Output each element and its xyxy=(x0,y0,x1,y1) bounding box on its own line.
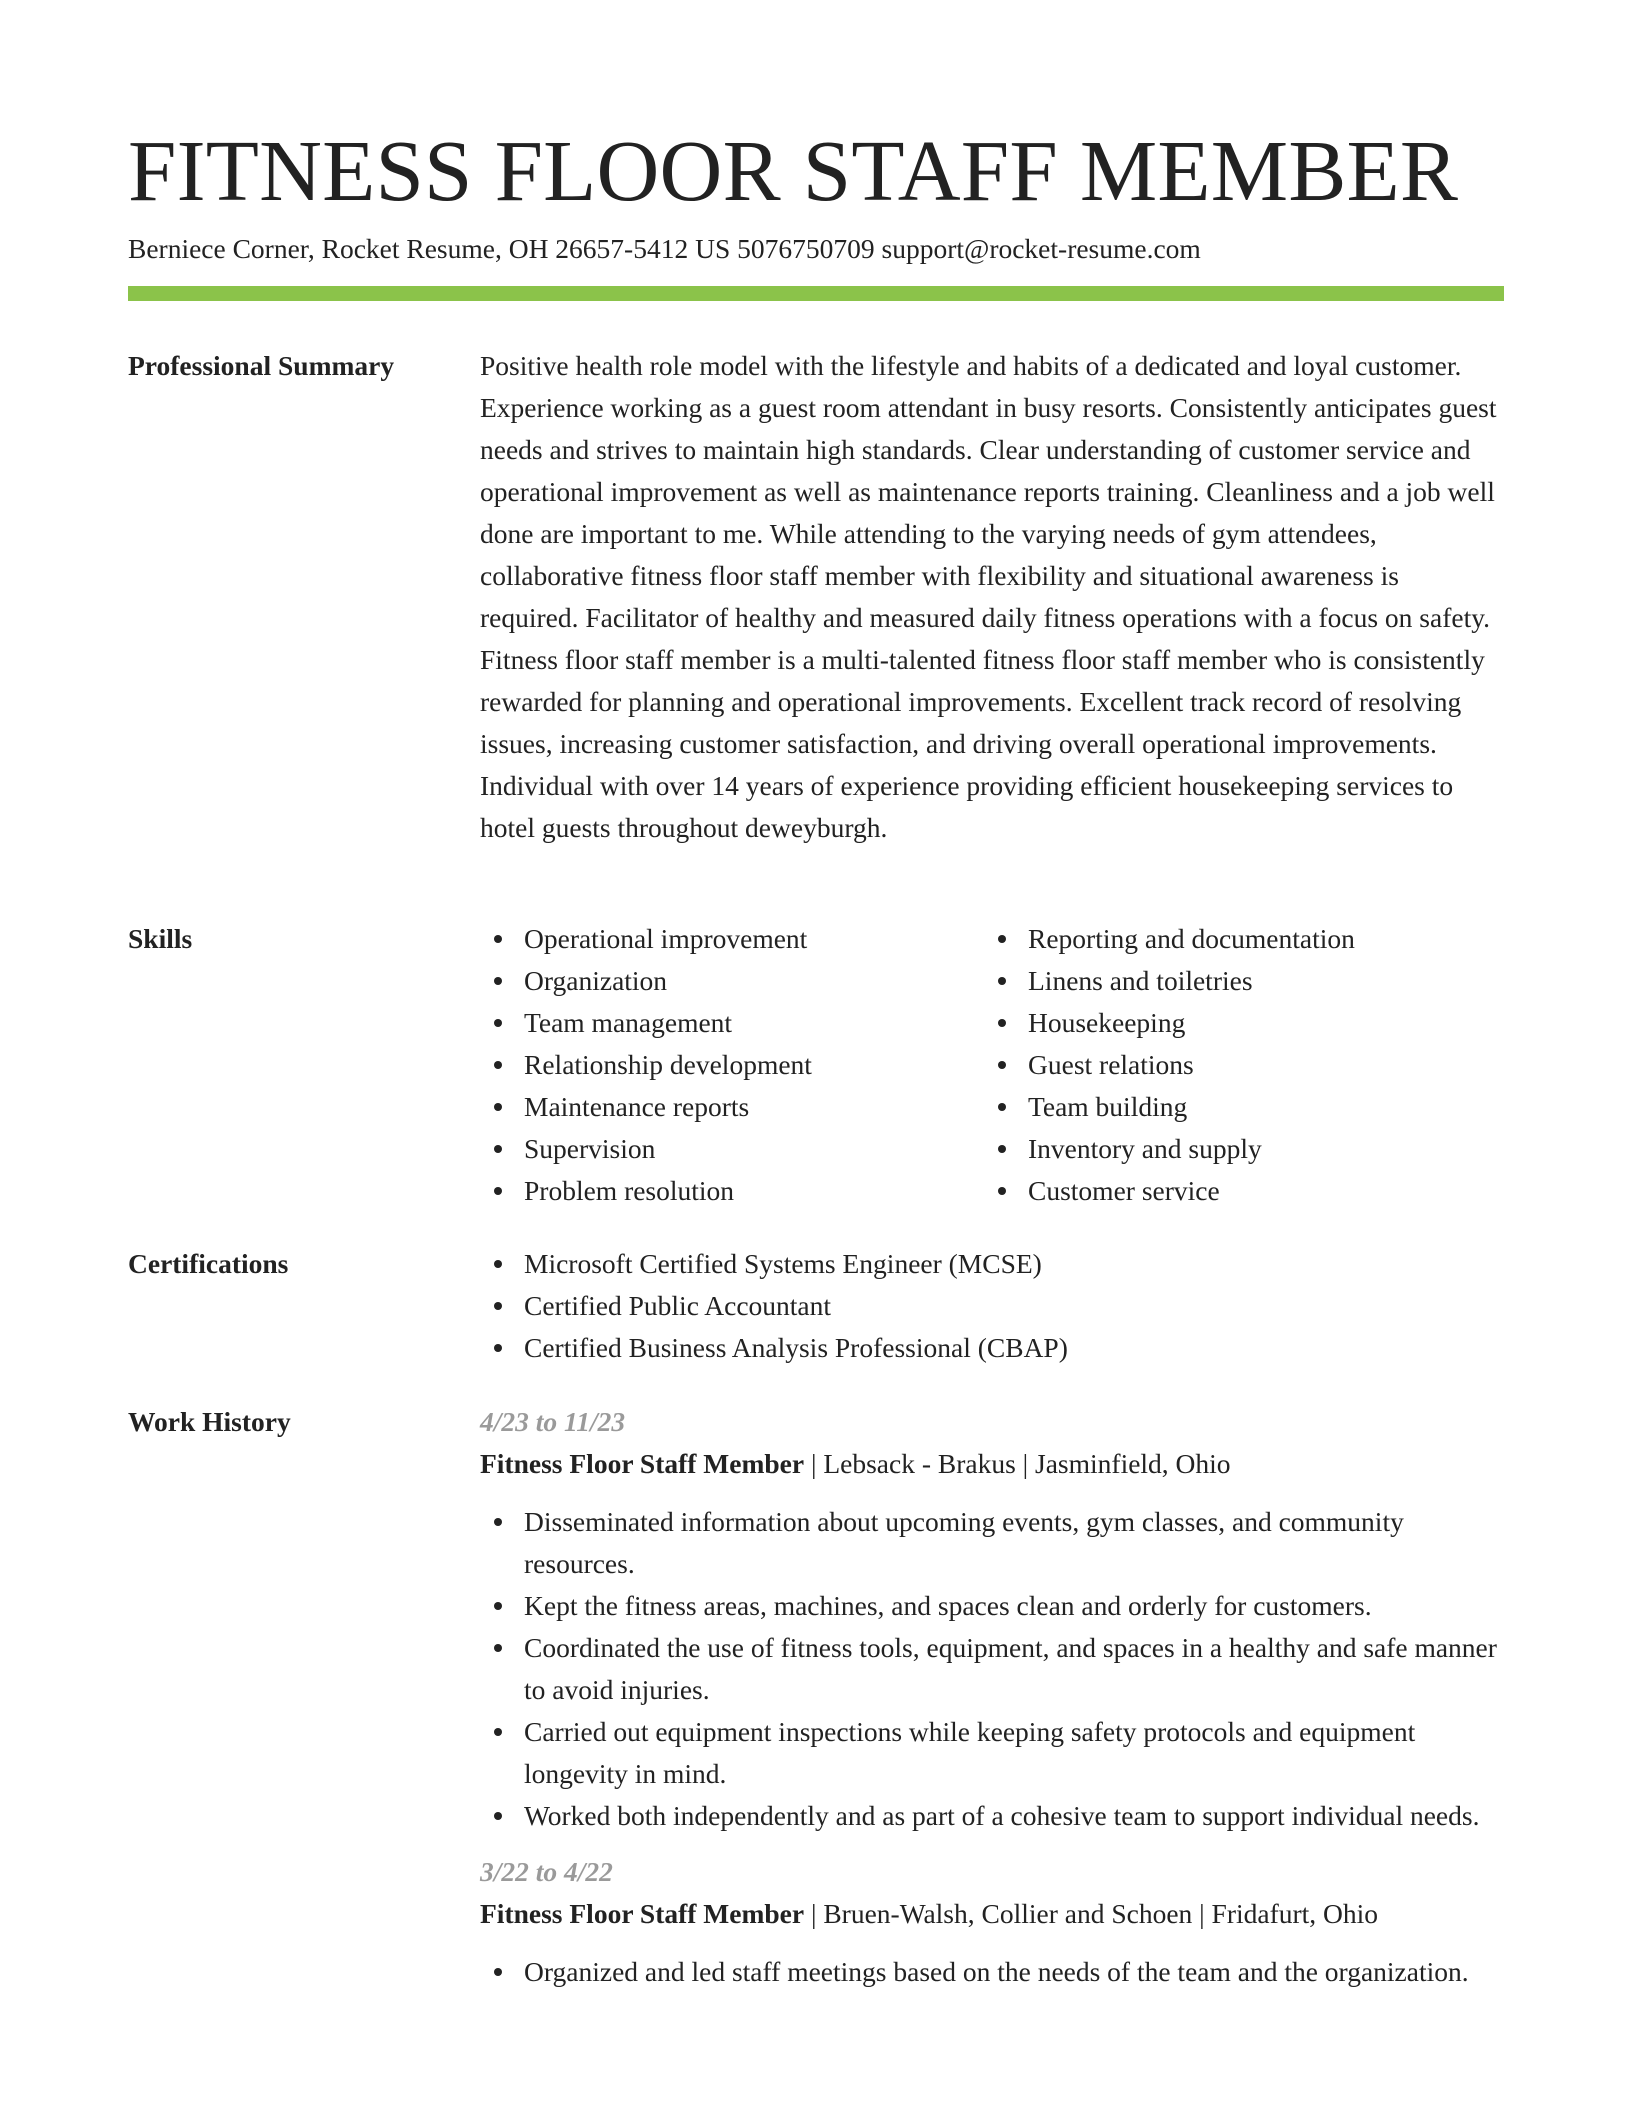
resume-title: FITNESS FLOOR STAFF MEMBER xyxy=(128,122,1459,219)
skill-item: Problem resolution xyxy=(480,1170,984,1212)
job-bullets xyxy=(480,1951,1504,1993)
job-header xyxy=(480,1443,1504,1485)
skill-item: Linens and toiletries xyxy=(984,960,1488,1002)
summary-heading: Professional Summary xyxy=(128,350,395,381)
job-bullet: Disseminated information about upcoming events, gym classes, and community resources. xyxy=(480,1501,1504,1585)
certification-item: Certified Business Analysis Professional (CBAP) xyxy=(480,1327,1504,1369)
skill-item: Relationship development xyxy=(480,1044,984,1086)
work-history-heading: Work History xyxy=(128,1406,291,1437)
job-entry xyxy=(480,1851,1504,1993)
certifications-body xyxy=(480,1243,1504,1369)
job-header xyxy=(480,1893,1504,1935)
certification-item: Microsoft Certified Systems Engineer (MCSE) xyxy=(480,1243,1504,1285)
job-title: Fitness Floor Staff Member xyxy=(480,1898,805,1929)
job-dates: 3/22 to 4/22 xyxy=(480,1856,613,1887)
skill-item: Team management xyxy=(480,1002,984,1044)
job-details: | Lebsack - Brakus | Jasminfield, Ohio xyxy=(804,1448,1231,1479)
certifications-heading: Certifications xyxy=(128,1248,289,1279)
job-dates: 4/23 to 11/23 xyxy=(480,1406,626,1437)
contact-line: Berniece Corner, Rocket Resume, OH 26657-5412 US 5076750709 support@rocket-resume.com xyxy=(128,233,1201,264)
skill-item: Operational improvement xyxy=(480,918,984,960)
job-bullet: Carried out equipment inspections while keeping safety protocols and equipment longevity in mind. xyxy=(480,1711,1504,1795)
skill-item: Customer service xyxy=(984,1170,1488,1212)
job-bullets xyxy=(480,1501,1504,1837)
skill-item: Team building xyxy=(984,1086,1488,1128)
header-divider xyxy=(128,286,1504,301)
skills-list-right xyxy=(984,918,1488,1212)
job-title: Fitness Floor Staff Member xyxy=(480,1448,805,1479)
skill-item: Supervision xyxy=(480,1128,984,1170)
certification-item: Certified Public Accountant xyxy=(480,1285,1504,1327)
summary-text: Positive health role model with the lifestyle and habits of a dedicated and loyal customer. Experience working as a guest room attendant in busy resorts. Consistently anticipates guest needs and strives to maintain high standards. Clear understanding of customer service and operational improvement as well as maintenance reports training. Cleanliness and a job well done are important to me. While attending to the varying needs of gym attendees, collaborative fitness floor staff member with flexibility and situational awareness is required. Facilitator of healthy and measured daily fitness operations with a focus on safety. Fitness floor staff member is a multi-talented fitness floor staff member who is consistently rewarded for planning and operational improvements. Excellent track record of resolving issues, increasing customer satisfaction, and driving overall operational improvements. Individual with over 14 years of experience providing efficient housekeeping services to hotel guests throughout deweyburgh. xyxy=(480,350,1497,843)
job-bullet: Worked both independently and as part of a cohesive team to support individual needs. xyxy=(480,1795,1504,1837)
summary-body xyxy=(480,345,1504,849)
work-history-body xyxy=(480,1401,1504,2001)
skill-item: Organization xyxy=(480,960,984,1002)
skill-item: Inventory and supply xyxy=(984,1128,1488,1170)
skill-item: Housekeeping xyxy=(984,1002,1488,1044)
job-details: | Bruen-Walsh, Collier and Schoen | Fridafurt, Ohio xyxy=(804,1898,1379,1929)
certifications-list xyxy=(480,1243,1504,1369)
skills-body xyxy=(480,918,1504,1212)
job-bullet: Coordinated the use of fitness tools, equipment, and spaces in a healthy and safe manner to avoid injuries. xyxy=(480,1627,1504,1711)
job-bullet: Organized and led staff meetings based on the needs of the team and the organization. xyxy=(480,1951,1504,1993)
job-entry xyxy=(480,1401,1504,1837)
skill-item: Reporting and documentation xyxy=(984,918,1488,960)
skill-item: Guest relations xyxy=(984,1044,1488,1086)
skills-list-left xyxy=(480,918,984,1212)
skill-item: Maintenance reports xyxy=(480,1086,984,1128)
skills-heading: Skills xyxy=(128,923,193,954)
job-bullet: Kept the fitness areas, machines, and spaces clean and orderly for customers. xyxy=(480,1585,1504,1627)
